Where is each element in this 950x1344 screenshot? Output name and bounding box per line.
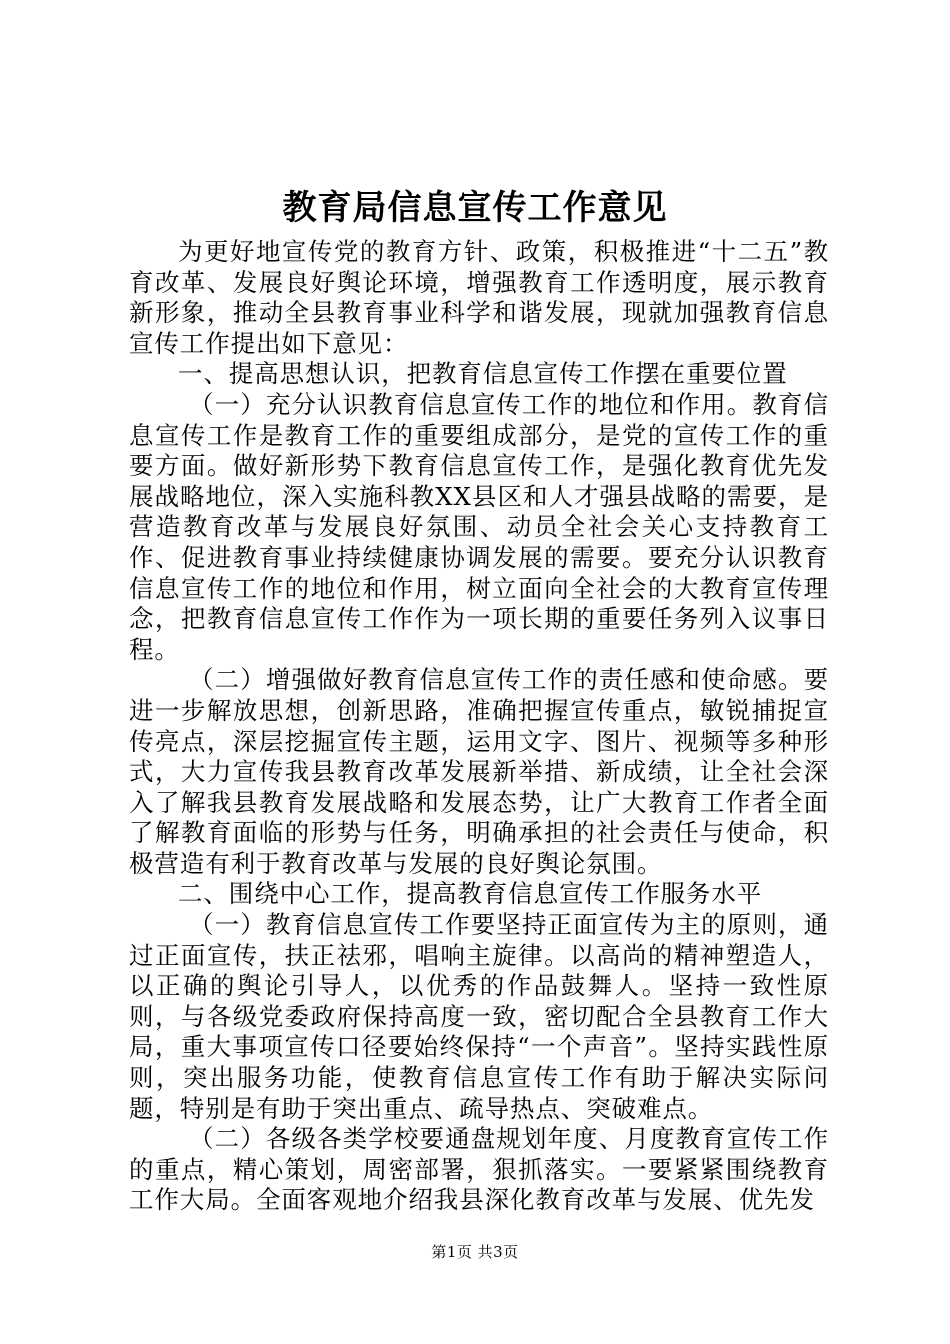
document-title: 教育局信息宣传工作意见 [282, 188, 668, 228]
section-1-item-1: （一）充分认识教育信息宣传工作的地位和作用。教育信息宣传工作是教育工作的重要组成部分，是党的宣传工作的重要方面。做好新形势下教育信息宣传工作，是强化教育优先发展战略地位，深入实施科教XX县区和人才强县战略的需要，是营造教育改革与发展良好氛围、动员全社会关心支持教育工作、促进教育事业持续健康协调发展的需要。要充分认识教育信息宣传工作的地位和作用，树立面向全社会的大教育宣传理念，把教育信息宣传工作作为一项长期的重要任务列入议事日程。 [129, 389, 829, 664]
section-2-item-2: （二）各级各类学校要通盘规划年度、月度教育宣传工作的重点，精心策划，周密部署，狠抓落实。一要紧紧围绕教育工作大局。全面客观地介绍我县深化教育改革与发展、优先发 [129, 1124, 829, 1215]
page-number-footer: 第1页 共3页 [431, 1243, 519, 1261]
section-1-item-2: （二）增强做好教育信息宣传工作的责任感和使命感。要进一步解放思想，创新思路，准确把握宣传重点，敏锐捕捉宣传亮点，深层挖掘宣传主题，运用文字、图片、视频等多种形式，大力宣传我县教育改革发展新举措、新成绩，让全社会深入了解我县教育发展战略和发展态势，让广大教育工作者全面了解教育面临的形势与任务，明确承担的社会责任与使命，积极营造有利于教育改革与发展的良好舆论氛围。 [129, 665, 829, 878]
intro-paragraph: 为更好地宣传党的教育方针、政策，积极推进“十二五”教育改革、发展良好舆论环境，增强教育工作透明度，展示教育新形象，推动全县教育事业科学和谐发展，现就加强教育信息宣传工作提出如下意见： [129, 237, 829, 358]
section-heading-2: 二、围绕中心工作，提高教育信息宣传工作服务水平 [178, 879, 763, 909]
section-heading-1: 一、提高思想认识，把教育信息宣传工作摆在重要位置 [178, 359, 788, 389]
document-body [129, 237, 829, 1216]
section-2-item-1: （一）教育信息宣传工作要坚持正面宣传为主的原则，通过正面宣传，扶正祛邪，唱响主旋律。以高尚的精神塑造人，以正确的舆论引导人，以优秀的作品鼓舞人。坚持一致性原则，与各级党委政府保持高度一致，密切配合全县教育工作大局，重大事项宣传口径要始终保持“一个声音”。坚持实践性原则，突出服务功能，使教育信息宣传工作有助于解决实际问题，特别是有助于突出重点、疏导热点、突破难点。 [129, 910, 829, 1123]
